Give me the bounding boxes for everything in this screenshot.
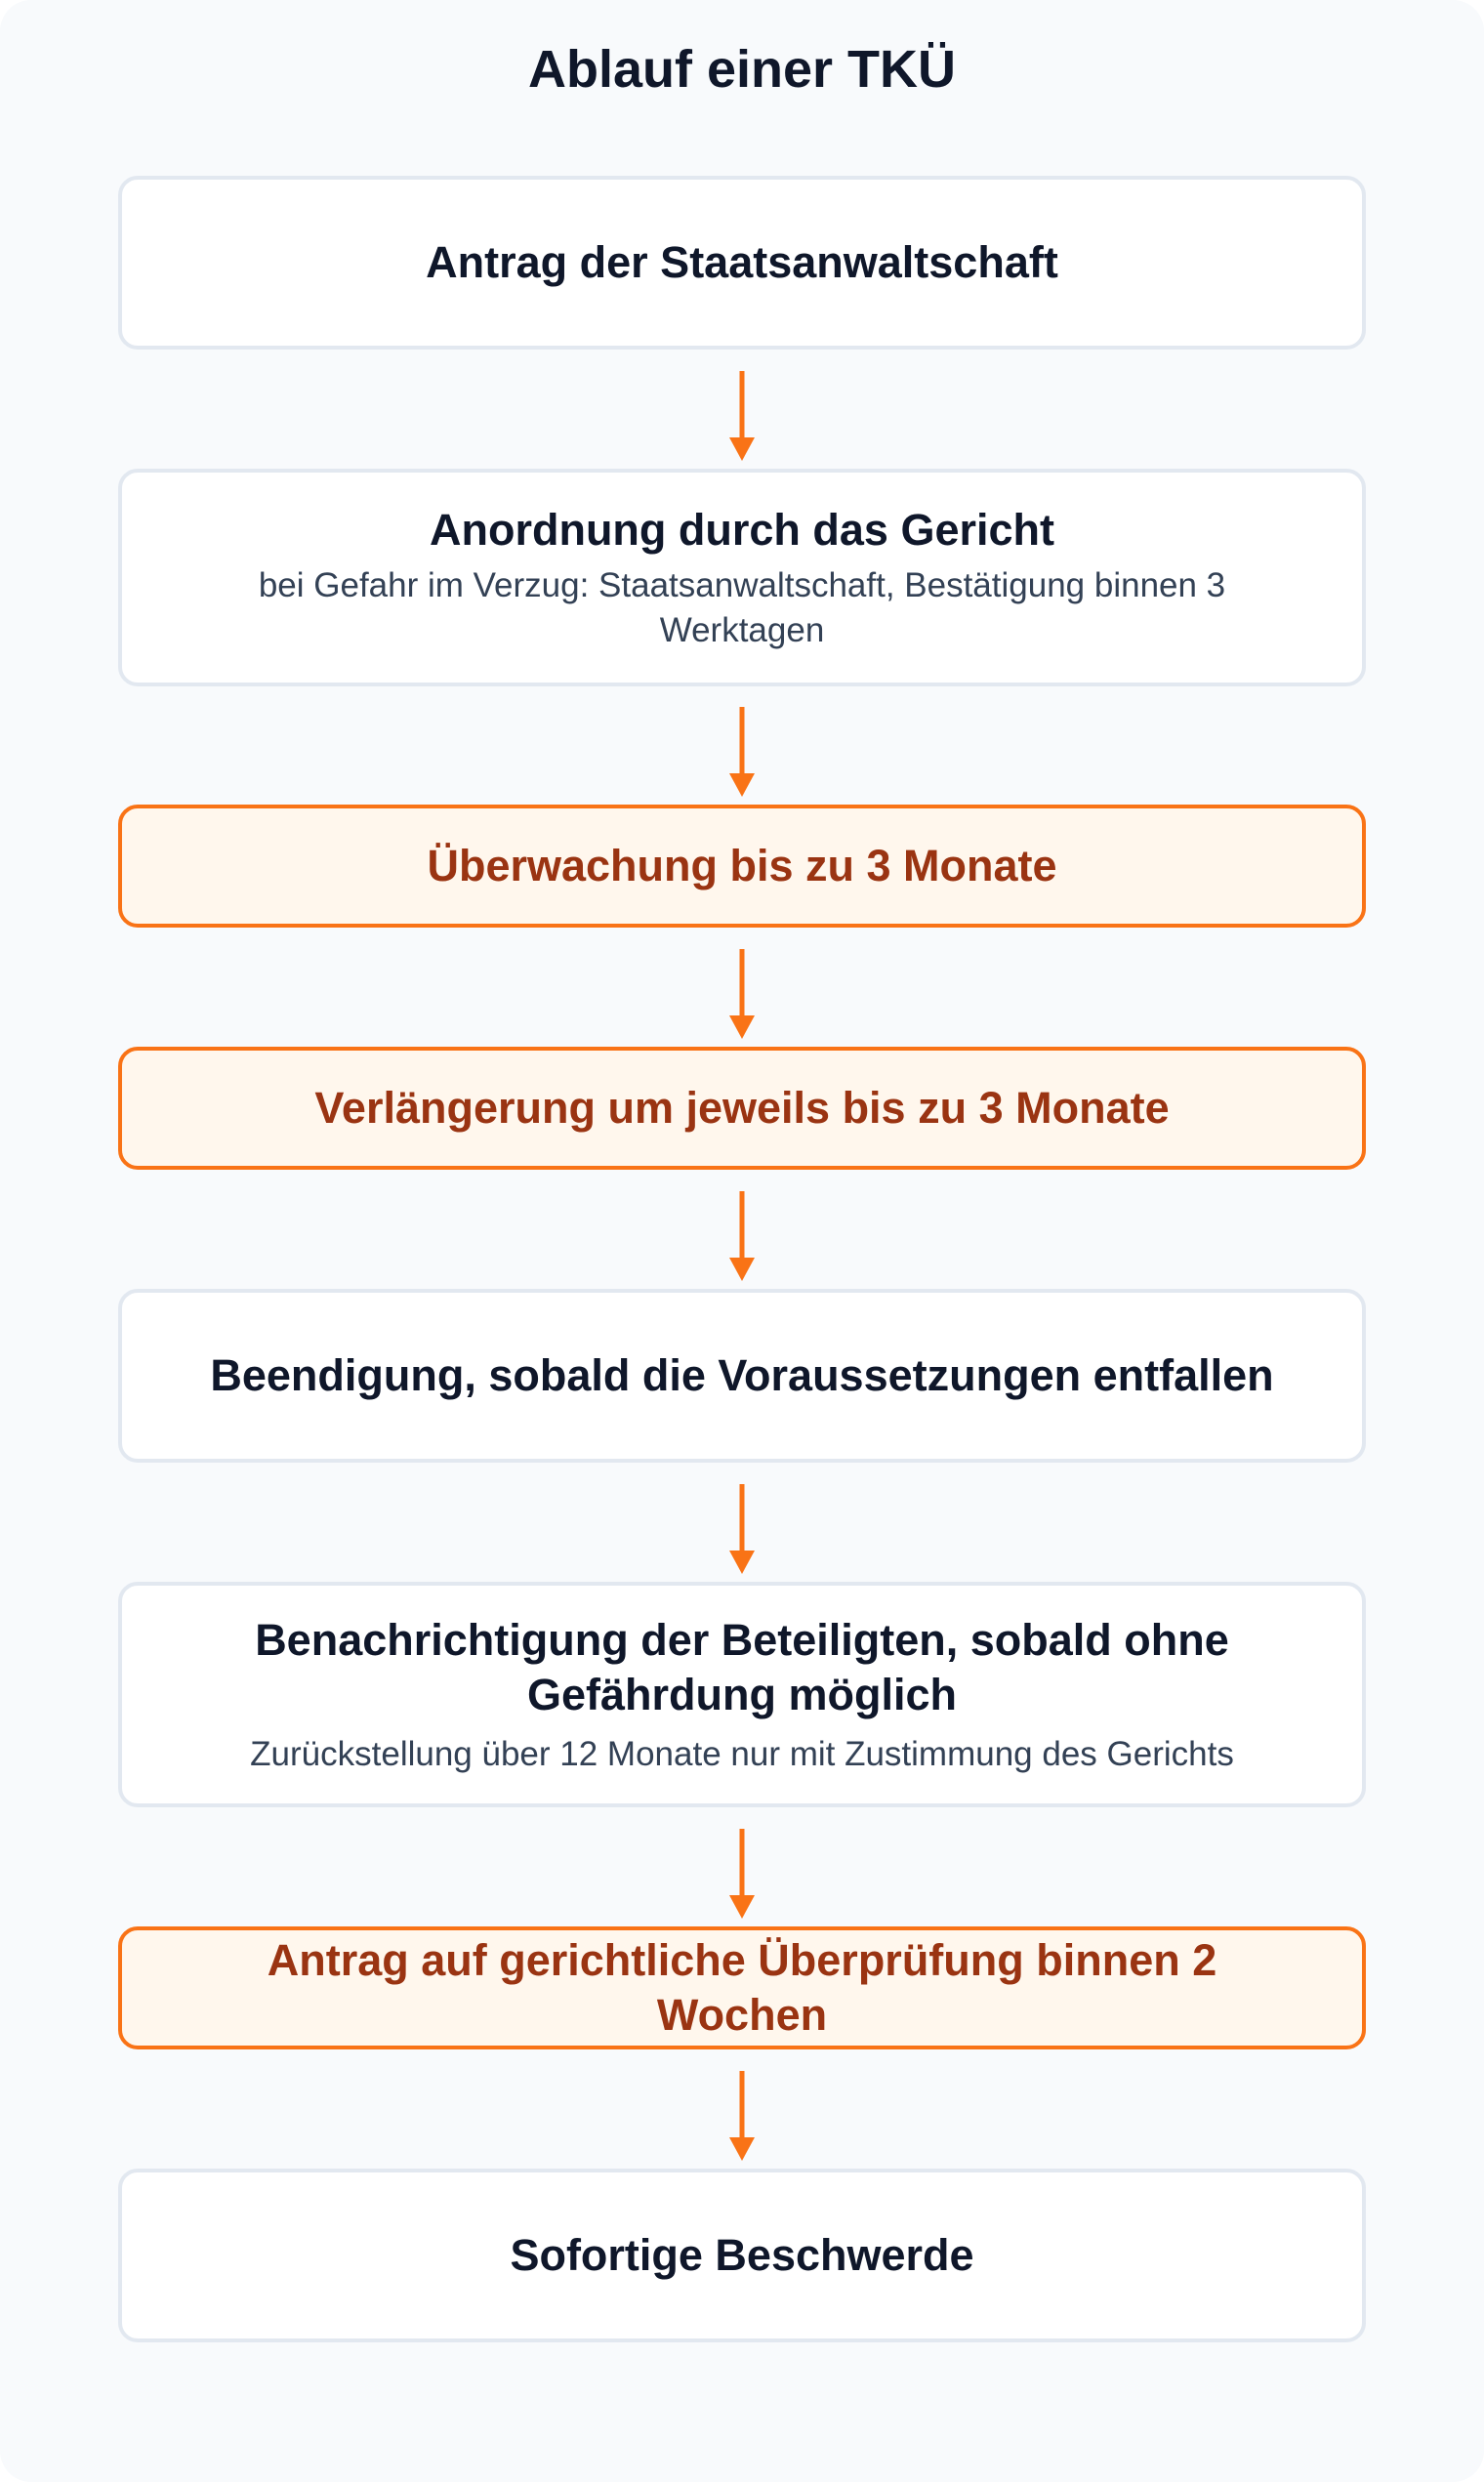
step-sofortige-beschwerde: [118, 2169, 1366, 2342]
step-title: Antrag auf gerichtliche Überprüfung binnen 2 Wochen: [267, 1935, 1217, 2040]
arrow-down-icon: [719, 1482, 765, 1576]
step-benachrichtigung: [118, 1582, 1366, 1807]
step-title: Verlängerung um jeweils bis zu 3 Monate: [314, 1083, 1170, 1133]
step-note: Zurückstellung über 12 Monate nur mit Zustimmung des Gerichts: [250, 1734, 1234, 1773]
arrow-down-icon: [719, 369, 765, 463]
step-antrag-staatsanwaltschaft: [118, 176, 1366, 350]
step-title: Überwachung bis zu 3 Monate: [427, 841, 1057, 890]
diagram-title: Ablauf einer TKÜ: [527, 40, 957, 99]
step-title: Anordnung durch das Gericht: [429, 504, 1055, 555]
step-ueberwachung: [118, 805, 1366, 928]
step-beendigung: [118, 1289, 1366, 1463]
step-title: Sofortige Beschwerde: [510, 2230, 974, 2280]
step-note: bei Gefahr im Verzug: Staatsanwaltschaft, Bestätigung binnen 3 Werktagen: [258, 565, 1226, 649]
step-gerichtliche-ueberpruefung: [118, 1926, 1366, 2049]
arrow-down-icon: [719, 1827, 765, 1921]
step-title: Beendigung, sobald die Voraussetzungen entfallen: [210, 1350, 1274, 1400]
step-anordnung-gericht: [118, 469, 1366, 686]
step-verlaengerung: [118, 1047, 1366, 1170]
arrow-down-icon: [719, 947, 765, 1041]
arrow-down-icon: [719, 705, 765, 799]
arrow-down-icon: [719, 2069, 765, 2163]
arrow-down-icon: [719, 1189, 765, 1283]
step-title: Antrag der Staatsanwaltschaft: [426, 237, 1058, 287]
step-title: Benachrichtigung der Beteiligten, sobald ohne Gefährdung möglich: [255, 1614, 1229, 1719]
